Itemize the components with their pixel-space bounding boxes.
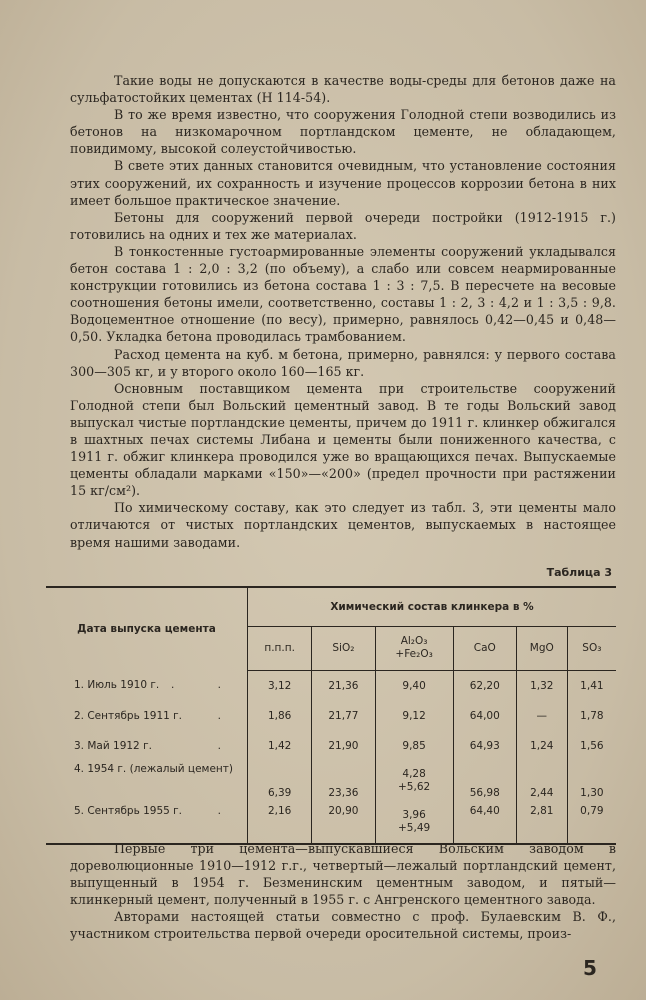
leader-dots: . . bbox=[170, 679, 241, 692]
cell-fe2o3-value: +5,62 bbox=[398, 780, 431, 793]
paragraph: По химическому составу, как это следует из табл. 3, эти цементы мало отличаются от чистых портландских цементов, выпускаемых в настоящее время нашими заводами. bbox=[70, 500, 616, 550]
cell-so3: 1,78 bbox=[580, 709, 604, 722]
cell-sio2: 23,36 bbox=[312, 761, 375, 801]
table-row bbox=[46, 701, 616, 731]
table-caption: Таблица 3 bbox=[546, 566, 612, 579]
column-header-so3: SO₃ bbox=[567, 627, 616, 670]
leader-dots: . bbox=[217, 709, 241, 722]
table-row bbox=[46, 761, 616, 801]
date-column-header: Дата выпуска цемента bbox=[46, 588, 248, 670]
paragraph: Бетоны для сооружений первой очереди постройки (1912-1915 г.) готовились на одних и тех же материалах. bbox=[70, 209, 616, 242]
row-date-label: 2. Сентябрь 1911 г. bbox=[74, 709, 183, 722]
row-date-label: 1. Июль 1910 г. bbox=[74, 679, 160, 692]
cell-mgo: 2,44 bbox=[516, 761, 567, 801]
cell-sio2: 21,77 bbox=[312, 701, 375, 731]
paragraph: Авторами настоящей статьи совместно с проф. Булаевским В. Ф., участником строительства первой очереди оросительной системы, произ- bbox=[70, 909, 616, 942]
cell-so3: 1,41 bbox=[580, 679, 604, 692]
column-header-al2o3: Al₂O₃ bbox=[400, 635, 428, 648]
body-text-bottom bbox=[70, 840, 616, 943]
column-header-cao: CaO bbox=[453, 627, 516, 670]
cell-cao: 64,00 bbox=[453, 701, 516, 731]
cell-mgo: 2,81 bbox=[516, 801, 567, 843]
cell-sio2: 21,90 bbox=[312, 731, 375, 761]
cell-al2o3: 9,12 bbox=[375, 701, 453, 731]
column-header-sio2: SiO₂ bbox=[312, 627, 375, 670]
leader-dots: . bbox=[217, 804, 241, 817]
cell-ppp: 1,86 bbox=[248, 701, 312, 731]
row-date bbox=[46, 801, 248, 843]
table-row bbox=[46, 670, 616, 701]
chemical-composition-table bbox=[46, 586, 616, 845]
row-date bbox=[46, 731, 248, 761]
cell-cao: 64,93 bbox=[453, 731, 516, 761]
paragraph: В тонкостенные густоармированные элементы сооружений укладывался бетон состава 1 : 2,0 : 3,2 (по объему), а слабо или совсем неармированные конструкции готовились из бетона состава 1 : 3 : 7,5. В пересчете на весовые соотношения бетоны имели, соответственно, составы 1 : 2, 3 : 4,2 и 1 : 3,5 : 9,8. Водоцементное отношение (по весу), примерно, равнялось 0,42—0,45 и 0,48—0,50. Укладка бетона проводилась трамбованием. bbox=[70, 243, 616, 345]
paragraph: В то же время известно, что сооружения Голодной степи возводились из бетонов на низкомарочном портландском цементе, не обладающем, повидимому, высокой солеустойчивостью. bbox=[70, 107, 616, 157]
cell-fe2o3-value: +5,49 bbox=[398, 821, 431, 834]
cell-cao: 62,20 bbox=[453, 670, 516, 701]
row-date bbox=[46, 701, 248, 731]
cell-sio2: 21,36 bbox=[312, 670, 375, 701]
row-date: 4. 1954 г. (лежалый цемент) bbox=[46, 761, 248, 801]
cell-mgo: — bbox=[516, 701, 567, 731]
column-header-al2o3-fe2o3 bbox=[375, 627, 453, 670]
cell-al2o3 bbox=[375, 761, 453, 801]
table-row bbox=[46, 801, 616, 843]
paragraph: Первые три цемента—выпускавшиеся Вольским заводом в дореволюционные 1910—1912 г.г., четвертый—лежалый портландский цемент, выпущенный в 1954 г. Безменинским цементным заводом, и пятый—клинкерный цемент, полученный в 1955 г. с Ангренского цементного завода. bbox=[70, 841, 616, 908]
row-date-label: 5. Сентябрь 1955 г. bbox=[74, 804, 183, 817]
cell-al2o3 bbox=[375, 801, 453, 843]
row-date bbox=[46, 670, 248, 701]
cell-al2o3-value: 3,96 bbox=[402, 808, 426, 821]
cell-ppp: 2,16 bbox=[248, 801, 312, 843]
paragraph: Расход цемента на куб. м бетона, примерно, равнялся: у первого состава 300—305 кг, и у второго около 160—165 кг. bbox=[70, 346, 616, 379]
cell-so3: 1,56 bbox=[580, 739, 604, 752]
paragraph: Основным поставщиком цемента при строительстве сооружений Голодной степи был Вольский цементный завод. В те годы Вольский завод выпускал чистые портландские цементы, причем до 1911 г. клинкер обжигался в шахтных печах системы Либана и цементы были пониженного качества, с 1911 г. обжиг клинкера проводился уже во вращающихся печах. Выпускаемые цементы обладали марками «150»—«200» (предел прочности при растяжении 15 кг/см²). bbox=[70, 380, 616, 499]
column-header-mgo: MgO bbox=[516, 627, 567, 670]
cell-so3: 0,79 bbox=[580, 804, 604, 817]
cell-al2o3-value: 4,28 bbox=[402, 767, 426, 780]
leader-dots: . bbox=[217, 739, 241, 752]
body-text-top bbox=[70, 72, 616, 551]
composition-group-header: Химический состав клинкера в % bbox=[248, 588, 617, 627]
cell-sio2: 20,90 bbox=[312, 801, 375, 843]
column-header-fe2o3: +Fe₂O₃ bbox=[395, 648, 433, 661]
cell-ppp: 1,42 bbox=[248, 731, 312, 761]
cell-ppp: 6,39 bbox=[248, 761, 312, 801]
cell-al2o3: 9,85 bbox=[375, 731, 453, 761]
cell-mgo: 1,32 bbox=[516, 670, 567, 701]
cell-cao: 64,40 bbox=[453, 801, 516, 843]
paragraph: Такие воды не допускаются в качестве воды-среды для бетонов даже на сульфатостойких цементах (Н 114-54). bbox=[70, 73, 616, 106]
column-header-ppp: п.п.п. bbox=[248, 627, 312, 670]
paragraph: В свете этих данных становится очевидным, что установление состояния этих сооружений, их сохранность и изучение процессов коррозии бетона в них имеет большое практическое значение. bbox=[70, 158, 616, 208]
table-row bbox=[46, 731, 616, 761]
cell-al2o3: 9,40 bbox=[375, 670, 453, 701]
cell-cao: 56,98 bbox=[453, 761, 516, 801]
page-number: 5 bbox=[583, 956, 597, 980]
row-date-label: 3. Май 1912 г. bbox=[74, 739, 152, 752]
cell-ppp: 3,12 bbox=[248, 670, 312, 701]
cell-so3: 1,30 bbox=[580, 786, 604, 799]
cell-mgo: 1,24 bbox=[516, 731, 567, 761]
